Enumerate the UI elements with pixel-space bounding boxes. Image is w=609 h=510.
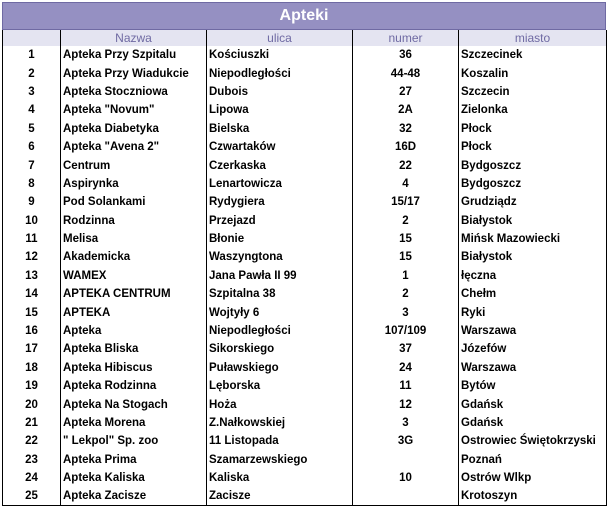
street-cell[interactable]: Szamarzewskiego <box>207 451 353 469</box>
pharmacy-name-cell[interactable]: Pod Solankami <box>61 193 207 211</box>
pharmacy-name-cell[interactable]: Apteka Zacisze <box>61 487 207 505</box>
city-cell[interactable]: Poznań <box>459 451 607 469</box>
row-index-cell[interactable]: 9 <box>3 193 61 211</box>
table-row <box>3 322 607 340</box>
row-index-cell[interactable]: 11 <box>3 230 61 248</box>
city-cell[interactable]: Szczecin <box>459 83 607 101</box>
street-number-cell[interactable]: 2A <box>353 101 459 119</box>
pharmacy-name-cell[interactable]: Apteka "Avena 2" <box>61 138 207 156</box>
city-cell[interactable]: Warszawa <box>459 359 607 377</box>
street-number-cell[interactable]: 11 <box>353 377 459 395</box>
city-cell[interactable]: Zielonka <box>459 101 607 119</box>
street-cell[interactable]: Czerkaska <box>207 156 353 174</box>
row-index-cell[interactable]: 19 <box>3 377 61 395</box>
pharmacy-name-cell[interactable]: Apteka Stoczniowa <box>61 83 207 101</box>
table-row <box>3 285 607 303</box>
header-index[interactable] <box>3 30 61 46</box>
street-number-cell[interactable]: 107/109 <box>353 322 459 340</box>
pharmacy-name-cell[interactable]: Apteka Rodzinna <box>61 377 207 395</box>
header-city[interactable]: miasto <box>459 30 607 46</box>
pharmacy-name-cell[interactable]: Apteka Bliska <box>61 340 207 358</box>
table-row <box>3 193 607 211</box>
street-number-cell[interactable]: 44-48 <box>353 64 459 82</box>
table-row <box>3 340 607 358</box>
table-row <box>3 432 607 450</box>
street-number-cell[interactable]: 3 <box>353 303 459 321</box>
table-row <box>3 487 607 505</box>
street-number-cell[interactable]: 15/17 <box>353 193 459 211</box>
pharmacy-name-cell[interactable]: Apteka "Novum" <box>61 101 207 119</box>
city-cell[interactable]: Koszalin <box>459 64 607 82</box>
pharmacy-name-cell[interactable]: Melisa <box>61 230 207 248</box>
city-cell[interactable]: Krotoszyn <box>459 487 607 505</box>
city-cell[interactable]: łęczna <box>459 267 607 285</box>
pharmacy-name-cell[interactable]: Rodzinna <box>61 212 207 230</box>
table-title: Apteki <box>2 2 606 30</box>
row-index-cell[interactable]: 18 <box>3 359 61 377</box>
city-cell[interactable]: Bydgoszcz <box>459 175 607 193</box>
street-cell[interactable]: Bielska <box>207 120 353 138</box>
street-number-cell[interactable] <box>353 451 459 469</box>
table-row <box>3 303 607 321</box>
row-index-cell[interactable]: 21 <box>3 414 61 432</box>
table-row <box>3 156 607 174</box>
row-index-cell[interactable]: 23 <box>3 451 61 469</box>
city-cell[interactable]: Białystok <box>459 248 607 266</box>
row-index-cell[interactable]: 8 <box>3 175 61 193</box>
row-index-cell[interactable]: 1 <box>3 46 61 64</box>
table-row <box>3 414 607 432</box>
street-number-cell[interactable]: 2 <box>353 285 459 303</box>
row-index-cell[interactable]: 13 <box>3 267 61 285</box>
street-cell[interactable]: Błonie <box>207 230 353 248</box>
street-number-cell[interactable]: 10 <box>353 469 459 487</box>
street-number-cell[interactable] <box>353 487 459 505</box>
street-cell[interactable]: 11 Listopada <box>207 432 353 450</box>
row-index-cell[interactable]: 20 <box>3 395 61 413</box>
street-number-cell[interactable]: 3 <box>353 414 459 432</box>
table-row <box>3 469 607 487</box>
row-index-cell[interactable]: 4 <box>3 101 61 119</box>
row-index-cell[interactable]: 7 <box>3 156 61 174</box>
pharmacy-name-cell[interactable]: WAMEX <box>61 267 207 285</box>
header-name[interactable]: Nazwa <box>61 30 207 46</box>
street-number-cell[interactable]: 27 <box>353 83 459 101</box>
street-cell[interactable]: Lenartowicza <box>207 175 353 193</box>
street-cell[interactable]: Hoża <box>207 395 353 413</box>
table-row <box>3 395 607 413</box>
street-number-cell[interactable]: 36 <box>353 46 459 64</box>
street-number-cell[interactable]: 32 <box>353 120 459 138</box>
street-number-cell[interactable]: 24 <box>353 359 459 377</box>
street-cell[interactable]: Kościuszki <box>207 46 353 64</box>
table-row <box>3 83 607 101</box>
row-index-cell[interactable]: 14 <box>3 285 61 303</box>
table-row <box>3 377 607 395</box>
row-index-cell[interactable]: 24 <box>3 469 61 487</box>
street-cell[interactable]: Kaliska <box>207 469 353 487</box>
street-cell[interactable]: Puławskiego <box>207 359 353 377</box>
city-cell[interactable]: Grudziądz <box>459 193 607 211</box>
row-index-cell[interactable]: 12 <box>3 248 61 266</box>
street-cell[interactable]: Rydygiera <box>207 193 353 211</box>
table-row <box>3 359 607 377</box>
pharmacy-name-cell[interactable]: Aspirynka <box>61 175 207 193</box>
street-number-cell[interactable]: 3G <box>353 432 459 450</box>
pharmacy-name-cell[interactable]: Akademicka <box>61 248 207 266</box>
row-index-cell[interactable]: 5 <box>3 120 61 138</box>
street-number-cell[interactable]: 2 <box>353 212 459 230</box>
table-row <box>3 175 607 193</box>
row-index-cell[interactable]: 6 <box>3 138 61 156</box>
street-cell[interactable]: Lęborska <box>207 377 353 395</box>
city-cell[interactable]: Płock <box>459 120 607 138</box>
city-cell[interactable]: Ostrów Wlkp <box>459 469 607 487</box>
street-cell[interactable]: Zacisze <box>207 487 353 505</box>
street-cell[interactable]: Niepodległości <box>207 322 353 340</box>
city-cell[interactable]: Ryki <box>459 303 607 321</box>
table-row <box>3 230 607 248</box>
street-number-cell[interactable]: 37 <box>353 340 459 358</box>
pharmacy-name-cell[interactable]: Apteka Kaliska <box>61 469 207 487</box>
pharmacy-name-cell[interactable]: Centrum <box>61 156 207 174</box>
city-cell[interactable]: Gdańsk <box>459 414 607 432</box>
row-index-cell[interactable]: 16 <box>3 322 61 340</box>
row-index-cell[interactable]: 2 <box>3 64 61 82</box>
pharmacy-name-cell[interactable]: APTEKA CENTRUM <box>61 285 207 303</box>
street-number-cell[interactable]: 15 <box>353 248 459 266</box>
pharmacy-name-cell[interactable]: " Lekpol" Sp. zoo <box>61 432 207 450</box>
pharmacy-name-cell[interactable]: Apteka Prima <box>61 451 207 469</box>
street-cell[interactable]: Jana Pawła II 99 <box>207 267 353 285</box>
city-cell[interactable]: Płock <box>459 138 607 156</box>
row-index-cell[interactable]: 17 <box>3 340 61 358</box>
street-cell[interactable]: Przejazd <box>207 212 353 230</box>
row-index-cell[interactable]: 22 <box>3 432 61 450</box>
row-index-cell[interactable]: 25 <box>3 487 61 505</box>
row-index-cell[interactable]: 15 <box>3 303 61 321</box>
city-cell[interactable]: Białystok <box>459 212 607 230</box>
pharmacy-name-cell[interactable]: Apteka Przy Szpitalu <box>61 46 207 64</box>
street-cell[interactable]: Niepodległości <box>207 64 353 82</box>
table-row <box>3 138 607 156</box>
street-number-cell[interactable]: 1 <box>353 267 459 285</box>
street-cell[interactable]: Szpitalna 38 <box>207 285 353 303</box>
street-number-cell[interactable]: 22 <box>353 156 459 174</box>
street-cell[interactable]: Sikorskiego <box>207 340 353 358</box>
city-cell[interactable]: Bytów <box>459 377 607 395</box>
city-cell[interactable]: Warszawa <box>459 322 607 340</box>
table-row <box>3 101 607 119</box>
header-row <box>3 30 607 46</box>
table-row <box>3 212 607 230</box>
header-street[interactable]: ulica <box>207 30 353 46</box>
street-cell[interactable]: Lipowa <box>207 101 353 119</box>
pharmacy-name-cell[interactable]: Apteka Na Stogach <box>61 395 207 413</box>
street-cell[interactable]: Dubois <box>207 83 353 101</box>
city-cell[interactable]: Szczecinek <box>459 46 607 64</box>
pharmacy-table <box>2 30 607 506</box>
street-cell[interactable]: Wojtyły 6 <box>207 303 353 321</box>
pharmacy-name-cell[interactable]: Apteka Przy Wiadukcie <box>61 64 207 82</box>
street-cell[interactable]: Z.Nałkowskiej <box>207 414 353 432</box>
table-row <box>3 64 607 82</box>
city-cell[interactable]: Gdańsk <box>459 395 607 413</box>
street-number-cell[interactable]: 12 <box>353 395 459 413</box>
city-cell[interactable]: Mińsk Mazowiecki <box>459 230 607 248</box>
street-number-cell[interactable]: 15 <box>353 230 459 248</box>
pharmacy-name-cell[interactable]: Apteka Morena <box>61 414 207 432</box>
city-cell[interactable]: Ostrowiec Świętokrzyski <box>459 432 607 450</box>
city-cell[interactable]: Bydgoszcz <box>459 156 607 174</box>
city-cell[interactable]: Józefów <box>459 340 607 358</box>
table-row <box>3 451 607 469</box>
row-index-cell[interactable]: 10 <box>3 212 61 230</box>
table-row <box>3 248 607 266</box>
table-row <box>3 46 607 64</box>
pharmacy-name-cell[interactable]: Apteka Diabetyka <box>61 120 207 138</box>
table-row <box>3 267 607 285</box>
pharmacy-name-cell[interactable]: Apteka Hibiscus <box>61 359 207 377</box>
header-number[interactable]: numer <box>353 30 459 46</box>
street-cell[interactable]: Czwartaków <box>207 138 353 156</box>
street-number-cell[interactable]: 16D <box>353 138 459 156</box>
row-index-cell[interactable]: 3 <box>3 83 61 101</box>
city-cell[interactable]: Chełm <box>459 285 607 303</box>
street-cell[interactable]: Waszyngtona <box>207 248 353 266</box>
street-number-cell[interactable]: 4 <box>353 175 459 193</box>
pharmacy-name-cell[interactable]: Apteka <box>61 322 207 340</box>
table-row <box>3 120 607 138</box>
pharmacy-name-cell[interactable]: APTEKA <box>61 303 207 321</box>
